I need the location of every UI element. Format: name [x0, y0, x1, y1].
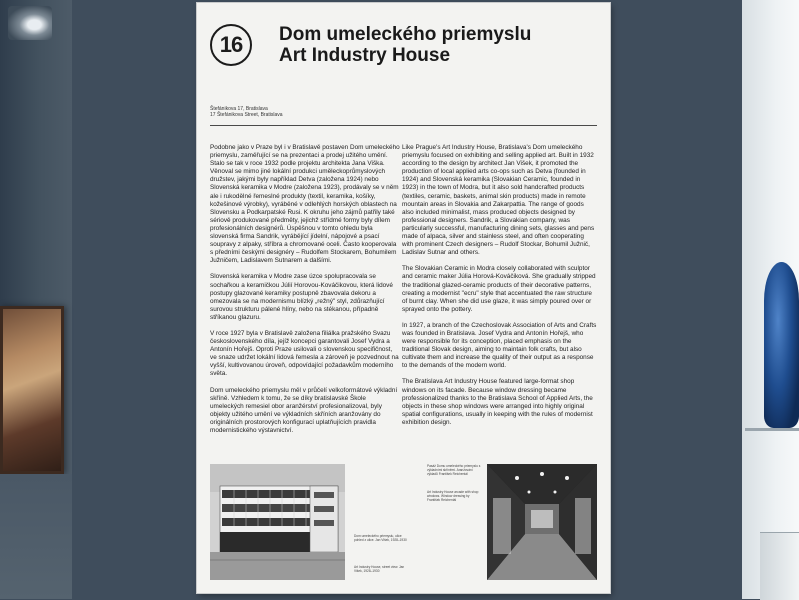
- building-photo: [210, 464, 345, 580]
- paragraph: Like Prague's Art Industry House, Bratislava's Dom umeleckého priemyslu focused on exhibiting and selling applied art. Built in 1932 according to the design by architect Jan Višek, it promoted the production of local applied arts co-ops such as Detva (founded in 1924) and Slovenská keramika (Slovakian Ceramic, founded in 1923) in the town of Modra, but it also sold handcrafted products (textiles, ceramic, baskets, animal skin products) made in remote mountain areas in Slovakia and Zakarpattia. The range of goods also included minimalist, mass produced objects designed by professional designers. Sandrik, a Slovakian company, was particularly successful, manufacturing dining sets, glasses and pens made of alpaca, silver and stainless steel, and often cooperating with prominent Czech designers – Rudolf Stockar, Bohumil Južnič, Ladislav Sutnar and others.: [402, 144, 595, 257]
- panel-number-badge: [210, 24, 252, 66]
- paragraph: Slovenská keramika v Modre zase úzce spolupracovala se sochařkou a keramičkou Júlií Horovou-Kováčikovou, která lidové postupy glazované keramiky postupně zbavovala dekoru a omezovala se na modernismu blízký „režný" styl, zdůrazňující surovou strukturu pálené hlíny, nebo na stékanou, případně stříkanou glazuru.: [210, 273, 393, 321]
- panel-number: 16: [219, 32, 243, 57]
- paragraph: In 1927, a branch of the Czechoslovak Association of Arts and Crafts was founded in Bratislava. Josef Vydra and Antonín Hořejš, who were responsible for its conception, placed emphasis on the traditional Slovak design, aiming to maintain folk crafts, but also cultivate them and increase the quality of their output as a response to the demands of the modern world.: [402, 321, 597, 370]
- display-pedestal: [760, 532, 799, 600]
- photo-caption-slovak: Dom umeleckého priemyslu, ulice pohled z ulice. Jan Višek, 1928–1930: [354, 534, 407, 542]
- paragraph: The Bratislava Art Industry House featured large-format shop windows on its facade. Because window dressing became professionalized thanks to the Bratislava School of Applied Arts, the objects in these shop windows were arranged into highly original spatial configurations, usually in keeping with the rules of modernist exhibition design.: [402, 378, 593, 426]
- paragraph: V roce 1927 byla v Bratislavě založena filiálka pražského Svazu československého díla, jejíž koncepci garantovali Josef Vydra a Antonín Hořejš. Oproti Praze usilovali o slovenskou specifičnost, ve snaze udržet lokální lidová řemesla a zároveň je pozvednout na vyšší, kultivovanou úroveň, odpovídající požadavkům moderního světa.: [210, 329, 399, 378]
- photo-caption-slovak: Pasáž Domu umeleckého priemyslu s výkladními skříněmi. Aranžování výkladů František Reichentál: [427, 464, 481, 476]
- paragraph: Dom umeleckého priemyslu měl v průčelí velkoformátové výkladní skříně. Vzhledem k tomu, že se díky bratislavské Škole umeleckých remesiel obor aranžérství profesionalizoval, byly objekty užitého umění ve výkladních skříních aranžovány do originálních prostorových konfigurací uplatňujících pravidla modernistického výstavnictví.: [210, 386, 398, 434]
- display-shelf: [745, 428, 799, 431]
- paragraph: Podobne jako v Praze byl i v Bratislavě postaven Dom umeleckého priemyslu, zaměřující se na prezentaci a prodej užitého umění. Stalo se tak v roce 1932 podle projektu architekta Jana Viška. Věnoval se mimo jiné lokální produkci uměleckoprůmyslových družstev, jakými byly například Detva (založena 1924) nebo Slovenská keramika v Modre (založena 1923), prodávaly se v něm ale i rukodělné řemeslné produkty (textil, keramika, košíky, kožešinové výrobky), vyráběné v odlehlých horských oblastech na Slovensku a Podkarpatské Rusi. K okruhu jeho zájmů patřily také sériově produkované předměty, jejichž střídmé formy byly dílem profesionálních designérů. Úspěšnou v tomto ohledu byla slovenská firma Sandrik, vyrábějící jídelní, nápojové a psací soupravy z alpaky, stříbra a chromované oceli. Často kooperovala s předními českými designéry – Rudolfem Stockarem, Bohumilem Južničem, Ladislavem Sutnarem a dalšími.: [210, 144, 400, 265]
- photo-caption-english: Art Industry House arcade with shop windows. Window dressing by František Reichentál: [427, 490, 479, 502]
- ceiling-spotlight: [8, 6, 52, 40]
- address-slovak: Štefánikova 17, Bratislava: [210, 106, 268, 112]
- address-english: 17 Štefánikova Street, Bratislava: [210, 112, 283, 118]
- title-english: Art Industry House: [279, 45, 451, 66]
- text-column-english: [402, 144, 597, 435]
- divider-line: [210, 125, 597, 126]
- text-column-slovak: [210, 144, 400, 443]
- photo-caption-english: Art Industry House, street view. Jan Višek, 1928–1930: [354, 565, 405, 573]
- framed-painting: [0, 306, 64, 474]
- title-slovak: Dom umeleckého priemyslu: [279, 24, 532, 45]
- gallery-floor: [0, 474, 72, 599]
- blue-vase: [764, 262, 799, 428]
- arcade-photo: [487, 464, 597, 580]
- address-block: [210, 106, 283, 118]
- paragraph: The Slovakian Ceramic in Modra closely collaborated with sculptor and ceramic maker Júlia Horová-Kováčiková. She gradually stripped the traditional glazed-ceramic products of their decorative patterns, creating a modernist "ecru" style that accentuated the raw structure of burnt clay. When she did use glaze, it was simply poured over or sprayed onto the pottery.: [402, 265, 596, 313]
- exhibition-info-panel: [197, 3, 610, 593]
